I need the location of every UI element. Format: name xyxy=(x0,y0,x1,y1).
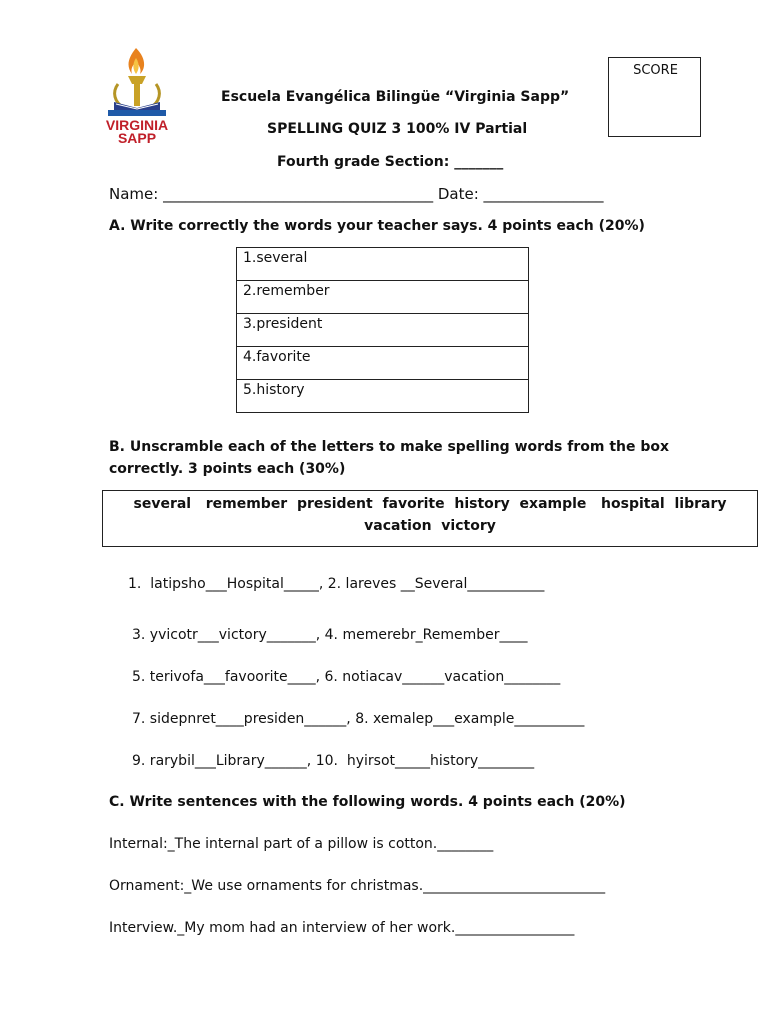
answer-cell: 3.president xyxy=(237,314,529,347)
score-box xyxy=(608,57,701,137)
sentence-item: Interview._My mom had an interview of her work._________________ xyxy=(109,920,575,936)
score-label: SCORE xyxy=(633,63,678,78)
table-row xyxy=(237,248,529,281)
answer-cell: 5.history xyxy=(237,380,529,413)
unscramble-item: 1. latipsho___Hospital_____, 2. lareves __Several___________ xyxy=(128,576,545,592)
table-row xyxy=(237,380,529,413)
answer-cell: 1.several xyxy=(237,248,529,281)
logo-text-top: VIRGINIA xyxy=(105,117,169,133)
word-bank-line2: vacation victory xyxy=(364,518,496,534)
sentence-item: Internal:_The internal part of a pillow is cotton.________ xyxy=(109,836,494,852)
word-bank-line1: several remember president favorite history example hospital library xyxy=(133,496,727,512)
table-row xyxy=(237,347,529,380)
section-c-instruction: C. Write sentences with the following words. 4 points each (20%) xyxy=(109,794,626,810)
school-name: Escuela Evangélica Bilingüe “Virginia Sapp” xyxy=(221,89,570,105)
grade-section: Fourth grade Section: _______ xyxy=(277,154,504,170)
section-b-instruction-line1: B. Unscramble each of the letters to make spelling words from the box xyxy=(109,439,670,455)
answer-cell: 2.remember xyxy=(237,281,529,314)
table-row xyxy=(237,281,529,314)
answer-cell: 4.favorite xyxy=(237,347,529,380)
school-logo xyxy=(92,44,182,148)
section-b-instruction-line2: correctly. 3 points each (30%) xyxy=(109,461,346,477)
unscramble-item: 3. yvicotr___victory_______, 4. memerebr_Remember____ xyxy=(132,627,528,643)
section-a-instruction: A. Write correctly the words your teacher says. 4 points each (20%) xyxy=(109,218,645,234)
word-bank-box xyxy=(102,490,758,547)
name-date-line: Name: ____________________________________ Date: ________________ xyxy=(109,185,604,203)
unscramble-item: 5. terivofa___favoorite____, 6. notiacav______vacation________ xyxy=(132,669,561,685)
table-row xyxy=(237,314,529,347)
sentence-item: Ornament:_We use ornaments for christmas.__________________________ xyxy=(109,878,606,894)
quiz-title: SPELLING QUIZ 3 100% IV Partial xyxy=(267,121,528,137)
unscramble-item: 9. rarybil___Library______, 10. hyirsot_____history________ xyxy=(132,753,535,769)
torch-icon xyxy=(128,76,146,84)
logo-text-bottom: SAPP xyxy=(117,130,157,146)
section-a-answer-table xyxy=(236,247,529,413)
unscramble-item: 7. sidepnret____presiden______, 8. xemalep___example__________ xyxy=(132,711,585,727)
